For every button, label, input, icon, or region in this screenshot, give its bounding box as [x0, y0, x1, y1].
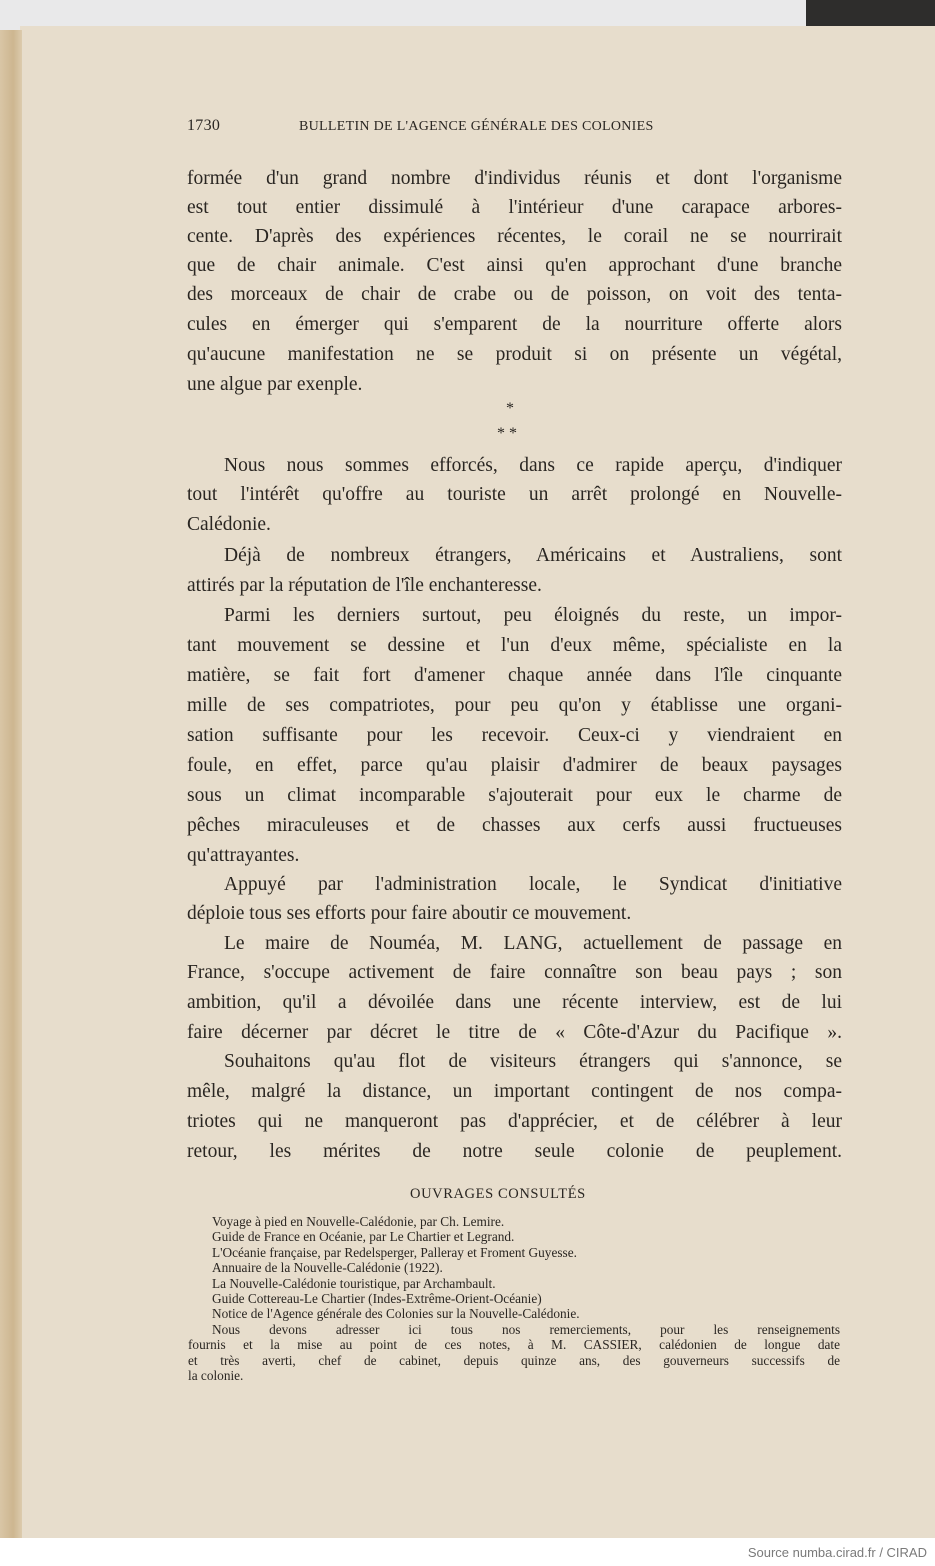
text-line: que de chair animale. C'est ainsi qu'en approchant d'une branche [187, 255, 842, 276]
text-line: des morceaux de chair de crabe ou de poisson, on voit des tenta- [187, 284, 842, 305]
asterism-bottom: * * [497, 425, 517, 442]
note-line: fournis et la mise au point de ces notes, à M. CASSIER, calédonien de longue date [188, 1338, 840, 1353]
text-line: Déjà de nombreux étrangers, Américains et Australiens, sont [224, 545, 842, 566]
text-line: attirés par la réputation de l'île enchanteresse. [187, 575, 542, 596]
note-line: La Nouvelle-Calédonie touristique, par Archambault. [212, 1275, 496, 1291]
page-edge [0, 30, 22, 1538]
note-line: Voyage à pied en Nouvelle-Calédonie, par Ch. Lemire. [212, 1214, 505, 1229]
text-line: Souhaitons qu'au flot de visiteurs étrangers qui s'annonce, se [224, 1051, 842, 1072]
text-line: triotes qui ne manqueront pas d'apprécier, et de célébrer à leur [187, 1111, 842, 1132]
text-line: tant mouvement se dessine et l'un d'eux même, spécialiste en la [187, 635, 842, 656]
text-line: Le maire de Nouméa, M. LANG, actuellement de passage en [224, 933, 842, 954]
text-line: qu'attrayantes. [187, 845, 300, 866]
note-line: Notice de l'Agence générale des Colonies sur la Nouvelle-Calédonie. [212, 1306, 580, 1322]
text-line: qu'aucune manifestation ne se produit si on présente un végétal, [187, 344, 842, 365]
source-credit: Source numba.cirad.fr / CIRAD [747, 1545, 927, 1560]
text-line: Nous nous sommes efforcés, dans ce rapide aperçu, d'indiquer [224, 455, 842, 476]
note-line: Guide de France en Océanie, par Le Chartier et Legrand. [212, 1229, 515, 1245]
note-line: Nous devons adresser ici tous nos remerciements, pour les renseignements [212, 1322, 840, 1337]
text-line: mêle, malgré la distance, un important contingent de nos compa- [187, 1081, 842, 1102]
text-line: sation suffisante pour les recevoir. Ceux-ci y viendraient en [187, 725, 842, 746]
text-line: déploie tous ses efforts pour faire aboutir ce mouvement. [187, 903, 632, 924]
text-line: une algue par exenple. [187, 374, 363, 395]
text-line: foule, en effet, parce qu'au plaisir d'admirer de beaux paysages [187, 755, 842, 776]
text-line: Calédonie. [187, 514, 271, 535]
text-line: Parmi les derniers surtout, peu éloignés du reste, un impor- [224, 605, 842, 626]
text-line: mille de ses compatriotes, pour peu qu'on y établisse une organi- [187, 695, 842, 716]
running-title: BULLETIN DE L'AGENCE GÉNÉRALE DES COLONIES [299, 119, 654, 134]
notes-heading: OUVRAGES CONSULTÉS [410, 1186, 586, 1202]
note-line: Guide Cottereau-Le Chartier (Indes-Extrême-Orient-Océanie) [212, 1291, 542, 1306]
text-line: retour, les mérites de notre seule colonie de peuplement. [187, 1141, 842, 1162]
note-line: L'Océanie française, par Redelsperger, Palleray et Froment Guyesse. [212, 1244, 577, 1260]
text-line: ambition, qu'il a dévoilée dans une récente interview, est de lui [187, 992, 842, 1013]
text-line: Appuyé par l'administration locale, le Syndicat d'initiative [224, 874, 842, 895]
text-line: sous un climat incomparable s'ajouterait pour eux le charme de [187, 785, 842, 806]
text-line: pêches miraculeuses et de chasses aux cerfs aussi fructueuses [187, 815, 842, 836]
text-line: matière, se fait fort d'amener chaque année dans l'île cinquante [187, 665, 842, 686]
asterism-top: * [506, 400, 514, 417]
text-line: formée d'un grand nombre d'individus réunis et dont l'organisme [187, 168, 842, 189]
text-line: tout l'intérêt qu'offre au touriste un arrêt prolongé en Nouvelle- [187, 484, 842, 505]
text-line: faire décerner par décret le titre de « Côte-d'Azur du Pacifique ». [187, 1022, 842, 1043]
note-line: la colonie. [188, 1368, 244, 1383]
text-line: cules en émerger qui s'emparent de la nourriture offerte alors [187, 314, 842, 335]
text-line: France, s'occupe activement de faire connaître son beau pays ; son [187, 962, 842, 983]
note-line: Annuaire de la Nouvelle-Calédonie (1922). [212, 1260, 443, 1276]
note-line: et très averti, chef de cabinet, depuis quinze ans, des gouverneurs successifs de [188, 1353, 840, 1368]
text-line: est tout entier dissimulé à l'intérieur d'une carapace arbores- [187, 197, 842, 218]
page-number: 1730 [187, 117, 221, 134]
text-line: cente. D'après des expériences récentes, le corail ne se nourrirait [187, 226, 842, 247]
